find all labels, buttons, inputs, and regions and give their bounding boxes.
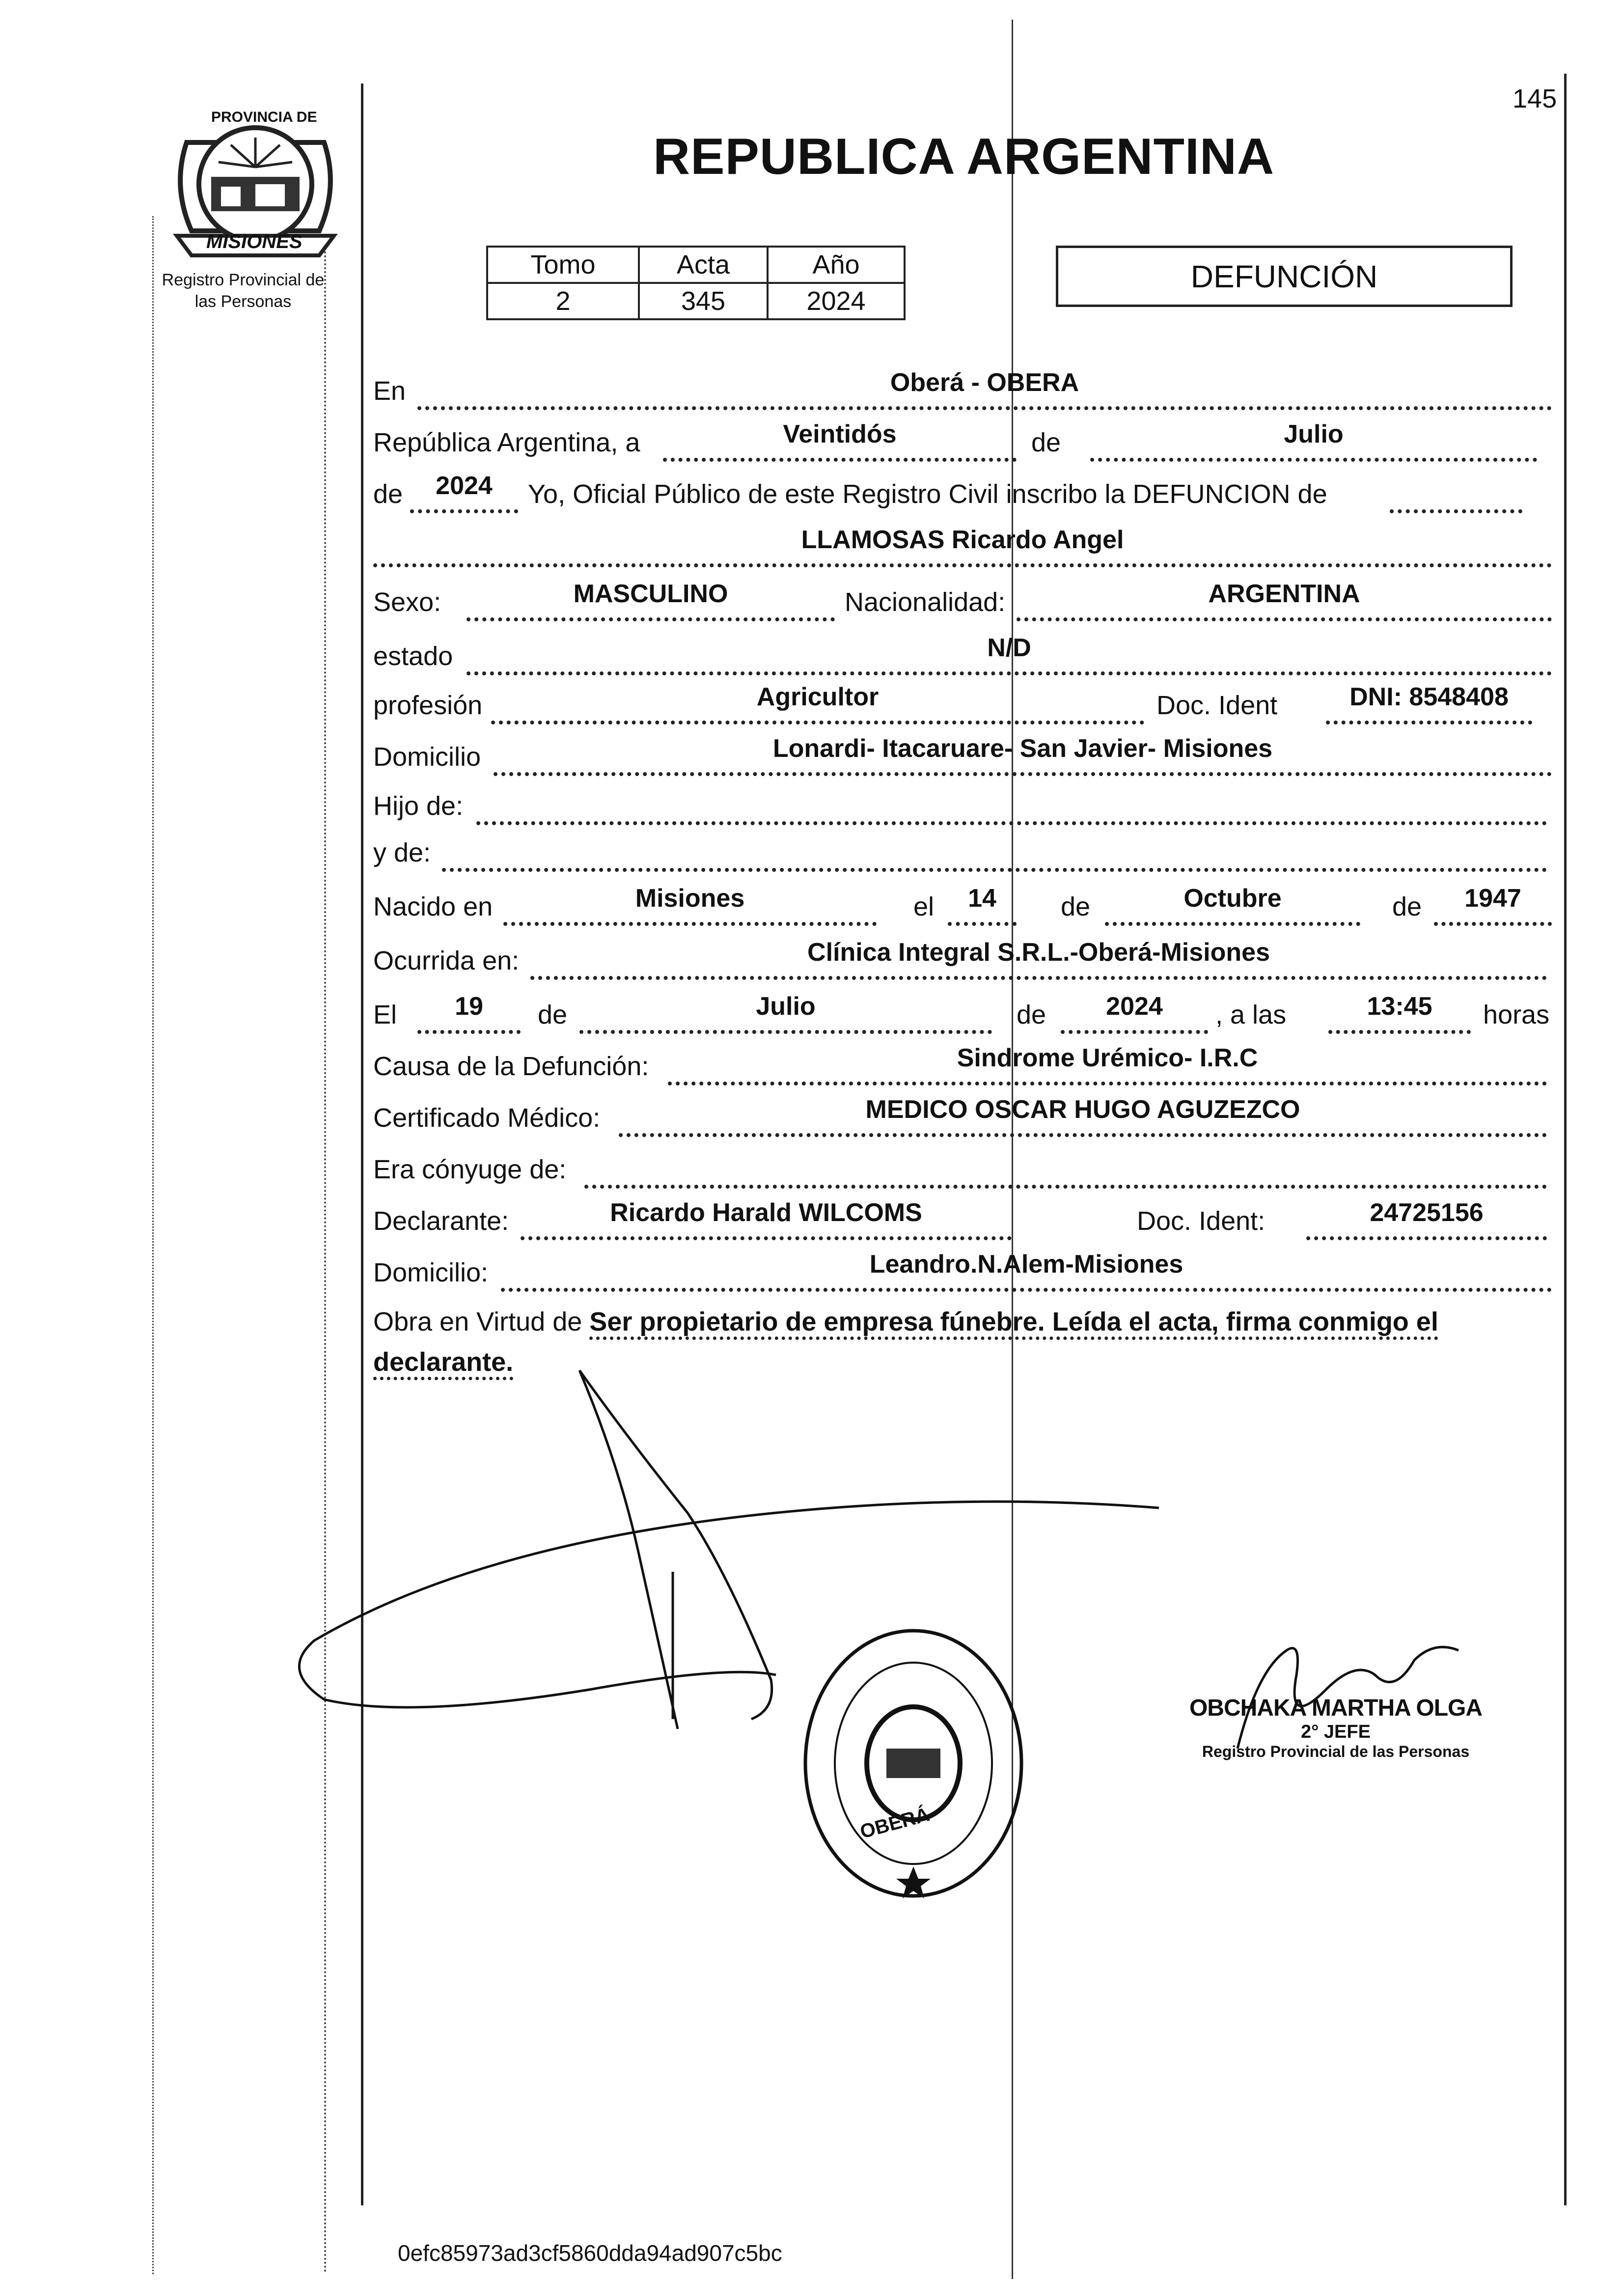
yde-label: y de:	[373, 838, 431, 867]
death-month-field	[579, 981, 992, 1034]
nacionalidad-label: Nacionalidad:	[845, 587, 1006, 617]
declarante-value: Ricardo Harald WILCOMS	[610, 1198, 922, 1227]
death-day: 19	[455, 992, 483, 1021]
profesion-label: profesión	[373, 691, 483, 720]
death-time-field	[1328, 981, 1471, 1034]
certificado-field	[619, 1084, 1547, 1137]
republica-label: República Argentina, a	[373, 428, 640, 457]
far-left-dotted-margin	[152, 216, 154, 2274]
conyuge-label: Era cónyuge de:	[373, 1155, 567, 1184]
document-title: REPUBLICA ARGENTINA	[653, 128, 1275, 185]
left-dotted-margin	[324, 236, 326, 2274]
tomo-header: Tomo	[487, 247, 639, 283]
right-margin-line	[1564, 74, 1567, 2205]
row-ocurrida	[373, 931, 1562, 980]
doc2-label: Doc. Ident:	[1137, 1206, 1266, 1236]
death-year-field	[1061, 981, 1208, 1034]
hijo-label: Hijo de:	[373, 791, 464, 821]
el-cap-label: El	[373, 1000, 397, 1029]
profesion-value: Agricultor	[756, 683, 879, 711]
sexo-field	[467, 568, 835, 621]
nacionalidad-field	[1017, 568, 1552, 621]
emblem-text-bottom: MISIONES	[206, 231, 303, 252]
year-value: 2024	[436, 472, 493, 500]
registry-label	[133, 269, 354, 312]
row-nacido	[373, 877, 1562, 926]
de-label-6: de	[1017, 1000, 1046, 1029]
certificado-label: Certificado Médico:	[373, 1103, 601, 1133]
de-label-2: de	[373, 479, 403, 509]
birth-year-field	[1434, 873, 1552, 926]
causa-label: Causa de la Defunción:	[373, 1052, 649, 1081]
de-label-1: de	[1031, 428, 1061, 457]
ocurrida-value: Clínica Integral S.R.L.-Oberá-Misiones	[807, 938, 1270, 967]
certificado-value: MEDICO OSCAR HUGO AGUZEZCO	[865, 1095, 1300, 1124]
year-field	[410, 460, 518, 513]
domicilio2-field	[501, 1239, 1552, 1292]
domicilio2-label: Domicilio:	[373, 1258, 489, 1287]
record-table	[486, 246, 906, 320]
domicilio-field	[494, 723, 1552, 776]
death-day-field	[417, 981, 521, 1034]
death-month: Julio	[756, 992, 816, 1021]
anio-header: Año	[768, 247, 905, 283]
stamp-name: OBCHAKA MARTHA OLGA	[1189, 1695, 1483, 1721]
seal-center-text: OBERÁ	[857, 1804, 932, 1843]
profesion-field	[491, 671, 1144, 724]
official-seal	[796, 1621, 1031, 1916]
sexo-value: MASCULINO	[573, 580, 728, 608]
ocurrida-field	[530, 927, 1547, 980]
birth-month-field	[1105, 873, 1360, 926]
stamp-role: 2° JEFE	[1301, 1722, 1371, 1742]
doc-field	[1326, 671, 1532, 724]
el-label: el	[913, 892, 935, 921]
row-causa	[373, 1036, 1562, 1085]
row-certificado	[373, 1088, 1562, 1137]
registry-label-line1: Registro Provincial de	[162, 271, 325, 289]
deceased-name: LLAMOSAS Ricardo Angel	[801, 526, 1124, 554]
name-field	[373, 514, 1552, 567]
de-label-4: de	[1392, 892, 1422, 921]
de-label-5: de	[538, 1000, 568, 1029]
nacido-label: Nacido en	[373, 892, 493, 921]
row-hijo	[373, 776, 1562, 825]
nacionalidad-value: ARGENTINA	[1208, 580, 1360, 608]
oficial-text: Yo, Oficial Público de este Registro Civil inscribo la DEFUNCION de	[528, 479, 1327, 509]
row-fecha-defuncion	[373, 985, 1562, 1034]
domicilio-value: Lonardi- Itacaruare- San Javier- Misiones	[772, 734, 1273, 763]
acta-value: 345	[639, 283, 768, 319]
death-time: 13:45	[1367, 992, 1432, 1021]
conyuge-field	[584, 1136, 1547, 1189]
row-oficial	[373, 464, 1562, 513]
document-hash: 0efc85973ad3cf5860dda94ad907c5bc	[398, 2240, 782, 2266]
obra-label: Obra en Virtud de	[373, 1307, 582, 1336]
causa-field	[668, 1032, 1547, 1085]
ocurrida-label: Ocurrida en:	[373, 946, 520, 975]
nacido-value: Misiones	[635, 884, 745, 913]
row-en	[373, 361, 1562, 410]
birth-month: Octubre	[1184, 884, 1282, 913]
doc2-value: 24725156	[1370, 1198, 1484, 1227]
row-name	[373, 518, 1562, 567]
causa-value: Sindrome Urémico- I.R.C	[957, 1044, 1258, 1072]
tomo-value: 2	[487, 283, 639, 319]
domicilio-label: Domicilio	[373, 742, 481, 772]
estado-label: estado	[373, 641, 453, 671]
nacido-field	[503, 873, 877, 926]
stamp-org: Registro Provincial de las Personas	[1202, 1743, 1470, 1760]
doc-label: Doc. Ident	[1156, 691, 1278, 720]
de-label-3: de	[1061, 892, 1091, 921]
anio-value: 2024	[768, 283, 905, 319]
row-estado	[373, 626, 1562, 675]
birth-day: 14	[968, 884, 996, 913]
left-margin-line	[361, 83, 363, 2205]
record-type-box: DEFUNCIÓN	[1056, 246, 1513, 307]
row-sexo	[373, 572, 1562, 621]
row-conyuge	[373, 1140, 1562, 1189]
yde-field	[442, 819, 1547, 872]
birth-year: 1947	[1464, 884, 1521, 913]
row-yde	[373, 823, 1562, 872]
acta-header: Acta	[639, 247, 768, 283]
hijo-field	[476, 772, 1547, 825]
row-domicilio2	[373, 1243, 1562, 1292]
day-words-value: Veintidós	[783, 420, 897, 448]
declarante-field	[521, 1187, 1012, 1240]
death-year: 2024	[1106, 992, 1163, 1021]
oficial-trailing-field	[1390, 460, 1522, 513]
en-label: En	[373, 376, 406, 406]
month-field	[1090, 409, 1537, 462]
a-las-label: , a las	[1215, 1000, 1287, 1029]
doc2-field	[1306, 1187, 1547, 1240]
month-value: Julio	[1284, 420, 1344, 448]
emblem-text-top: PROVINCIA DE	[211, 109, 317, 125]
estado-field	[467, 622, 1552, 675]
doc-value: DNI: 8548408	[1349, 683, 1509, 711]
sexo-label: Sexo:	[373, 587, 441, 617]
birth-day-field	[948, 873, 1017, 926]
page-number: 145	[1513, 84, 1557, 113]
row-declarante	[373, 1191, 1562, 1240]
declarant-signature	[285, 1365, 1193, 1739]
domicilio2-value: Leandro.N.Alem-Misiones	[869, 1250, 1184, 1279]
day-words-field	[663, 409, 1017, 462]
officer-signature	[1228, 1631, 1483, 1753]
row-date	[373, 413, 1562, 462]
estado-value: N/D	[987, 634, 1031, 662]
horas-label: horas	[1483, 1000, 1550, 1029]
declarante-label: Declarante:	[373, 1206, 509, 1236]
obra-value: Ser propietario de empresa fúnebre. Leída el acta, firma conmigo el declarante.	[373, 1307, 1438, 1380]
en-value: Oberá - OBERA	[890, 368, 1079, 397]
registry-label-line2: las Personas	[194, 292, 292, 311]
row-profesion	[373, 675, 1562, 724]
row-domicilio	[373, 727, 1562, 776]
en-field	[417, 357, 1552, 410]
